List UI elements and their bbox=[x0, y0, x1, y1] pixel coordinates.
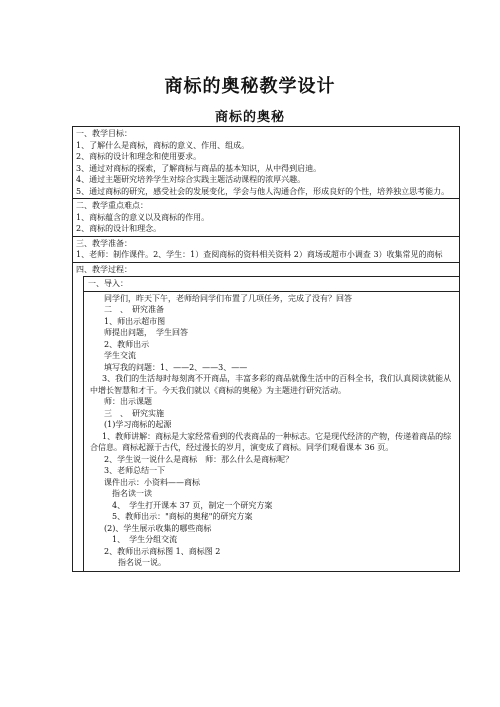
process-line: 填写我的问题：1、——2、——3、—— bbox=[104, 362, 248, 372]
process-line: 1、师出示超市图 bbox=[104, 316, 166, 326]
keypoints-section bbox=[73, 199, 459, 237]
preparation-heading: 三、教学准备： bbox=[76, 238, 132, 248]
document-title: 商标的奥秘教学设计 bbox=[164, 76, 336, 97]
objectives-section bbox=[73, 127, 459, 199]
process-inner-box bbox=[83, 276, 459, 571]
process-line: 指名读一读 bbox=[112, 489, 152, 498]
objectives-heading: 一、教学目标： bbox=[76, 129, 132, 138]
process-line: 二 、 研究准备 bbox=[104, 305, 164, 314]
keypoint-item: 2、商标的设计和理念。 bbox=[76, 224, 162, 233]
process-line: 2、学生说一说什么是商标 师：那么什么是商标呢？ bbox=[104, 454, 294, 464]
process-line: 学生交流 bbox=[104, 351, 136, 360]
keypoint-item: 1、商标蕴含的意义以及商标的作用。 bbox=[76, 212, 210, 222]
process-line: (2)、学生展示收集的哪些商标 bbox=[104, 523, 212, 533]
process-line: (1)学习商标的起源 bbox=[104, 420, 172, 429]
process-line: 课件出示：小资料——商标 bbox=[104, 477, 200, 487]
process-line: 3、老师总结一下 bbox=[104, 466, 166, 475]
process-line: 指名说一说。 bbox=[118, 558, 166, 567]
process-line: 师：出示课题 bbox=[104, 397, 152, 406]
intro-heading: 一、导入： bbox=[84, 277, 459, 292]
process-content bbox=[84, 292, 459, 571]
objective-item: 3、通过对商标的探索，了解商标与商品的基本知识，从中得到启迪。 bbox=[76, 163, 322, 173]
objective-item: 1、了解什么是商标，商标的意义、作用、组成。 bbox=[76, 140, 250, 150]
process-line: 4、 学生打开课本 37 页，制定一个研究方案 bbox=[112, 500, 273, 510]
process-line: 2、教师出示 bbox=[104, 339, 150, 349]
process-line: 师提出问题， 学生回答 bbox=[104, 328, 188, 337]
objective-item: 4、通过主题研究培养学生对综合实践主题活动课程的浓厚兴趣。 bbox=[76, 175, 306, 184]
process-line: 1、教师讲解：商标是大家经常看到的代表商品的一种标志。它是现代经济的产物，传递着商品的综合信息。商标起源于古代，经过漫长的岁月，演变成了商标。同学们观看课本 36 页。 bbox=[90, 431, 452, 452]
process-section bbox=[73, 263, 459, 571]
process-line: 1、 学生分组交流 bbox=[112, 535, 178, 544]
process-line: 同学们，昨天下午，老师给同学们布置了几项任务，完成了没有？回答 bbox=[104, 293, 352, 303]
process-line: 5、教师出示："商标的奥秘"的研究方案 bbox=[112, 512, 253, 521]
preparation-section bbox=[73, 237, 459, 263]
keypoints-heading: 二、教学重点难点： bbox=[76, 201, 148, 210]
process-line: 三 、 研究实施 bbox=[104, 408, 164, 418]
objective-item: 5、通过商标的研究，感受社会的发展变化，学会与他人沟通合作，形成良好的个性，培养独立思考能力。 bbox=[76, 186, 450, 196]
process-heading: 四、教学过程： bbox=[76, 264, 132, 274]
objective-item: 2、商标的设计和理念和使用要求。 bbox=[76, 152, 202, 161]
lesson-plan-table bbox=[72, 126, 460, 572]
process-line: 2、教师出示商标图 1、商标图 2 bbox=[104, 546, 221, 556]
preparation-text: 1、老师：制作课件。2、学生：1）查阅商标的资料相关资料 2）商场或超市小调查 3）收集常见的商标 bbox=[76, 250, 443, 259]
document-subtitle: 商标的奥秘 bbox=[214, 110, 285, 125]
process-line: 3、我们的生活每时每刻离不开商品，丰富多彩的商品就像生活中的百科全书，我们认真阅读就能从中增长智慧和才干。今天我们就以《商标的奥秘》为主题进行研究活动。 bbox=[90, 374, 452, 395]
